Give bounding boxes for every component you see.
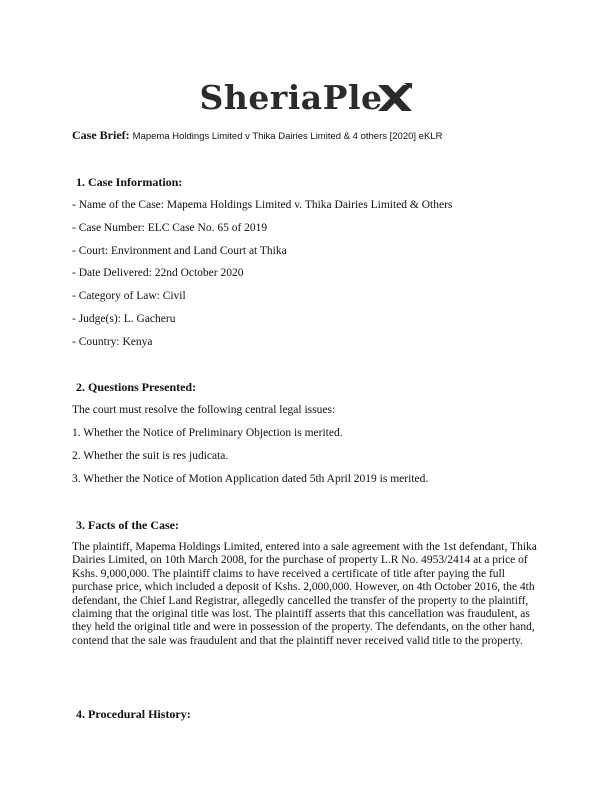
case-info-line: - Court: Environment and Land Court at Thika xyxy=(72,245,287,257)
case-info-line: - Case Number: ELC Case No. 65 of 2019 xyxy=(72,222,268,234)
question-line: 2. Whether the suit is res judicata. xyxy=(72,450,229,462)
section-heading-case-information: 1. Case Information: xyxy=(76,175,183,189)
case-brief-title xyxy=(72,128,552,144)
case-info-line: - Date Delivered: 22nd October 2020 xyxy=(72,267,244,279)
section-heading-procedural-history: 4. Procedural History: xyxy=(76,707,191,721)
case-info-line: - Name of the Case: Mapema Holdings Limited v. Thika Dairies Limited & Others xyxy=(72,199,453,211)
question-line: 3. Whether the Notice of Motion Application dated 5th April 2019 is merited. xyxy=(72,473,429,485)
facts-paragraph: The plaintiff, Mapema Holdings Limited, entered into a sale agreement with the 1st defendant, Thika Dairies Limited, on 10th March 2008, for the purchase of property L.R No. 4953/2414 at a price of Kshs. 9,000,000. The plaintiff claims to have received a certificate of title after paying the full purchase price, which included a deposit of Kshs. 2,000,000. However, on 4th October 2016, the 4th defendant, the Chief Land Registrar, allegedly cancelled the transfer of the property to the plaintiff, claiming that the original title was lost. The plaintiff asserts that this cancellation was fraudulent, as they held the original title and were in possession of the property. The defendants, on the other hand, contend that the sale was fraudulent and that the plaintiff never received valid title to the property. xyxy=(72,541,537,647)
case-brief-label: Case Brief: xyxy=(72,128,130,142)
case-info-line: - Judge(s): L. Gacheru xyxy=(72,313,176,325)
case-info-line: - Country: Kenya xyxy=(72,336,153,348)
section-heading-questions-presented: 2. Questions Presented: xyxy=(76,380,197,394)
logo-text: SheriaPle xyxy=(199,78,383,117)
logo-x-mark-icon xyxy=(378,83,412,113)
question-line: The court must resolve the following central legal issues: xyxy=(72,404,336,416)
sheriaplex-logo xyxy=(0,76,612,120)
section-heading-facts: 3. Facts of the Case: xyxy=(76,518,179,532)
question-line: 1. Whether the Notice of Preliminary Objection is merited. xyxy=(72,427,343,439)
case-info-line: - Category of Law: Civil xyxy=(72,290,186,302)
case-brief-value: Mapema Holdings Limited v Thika Dairies Limited & 4 others [2020] eKLR xyxy=(132,131,443,142)
